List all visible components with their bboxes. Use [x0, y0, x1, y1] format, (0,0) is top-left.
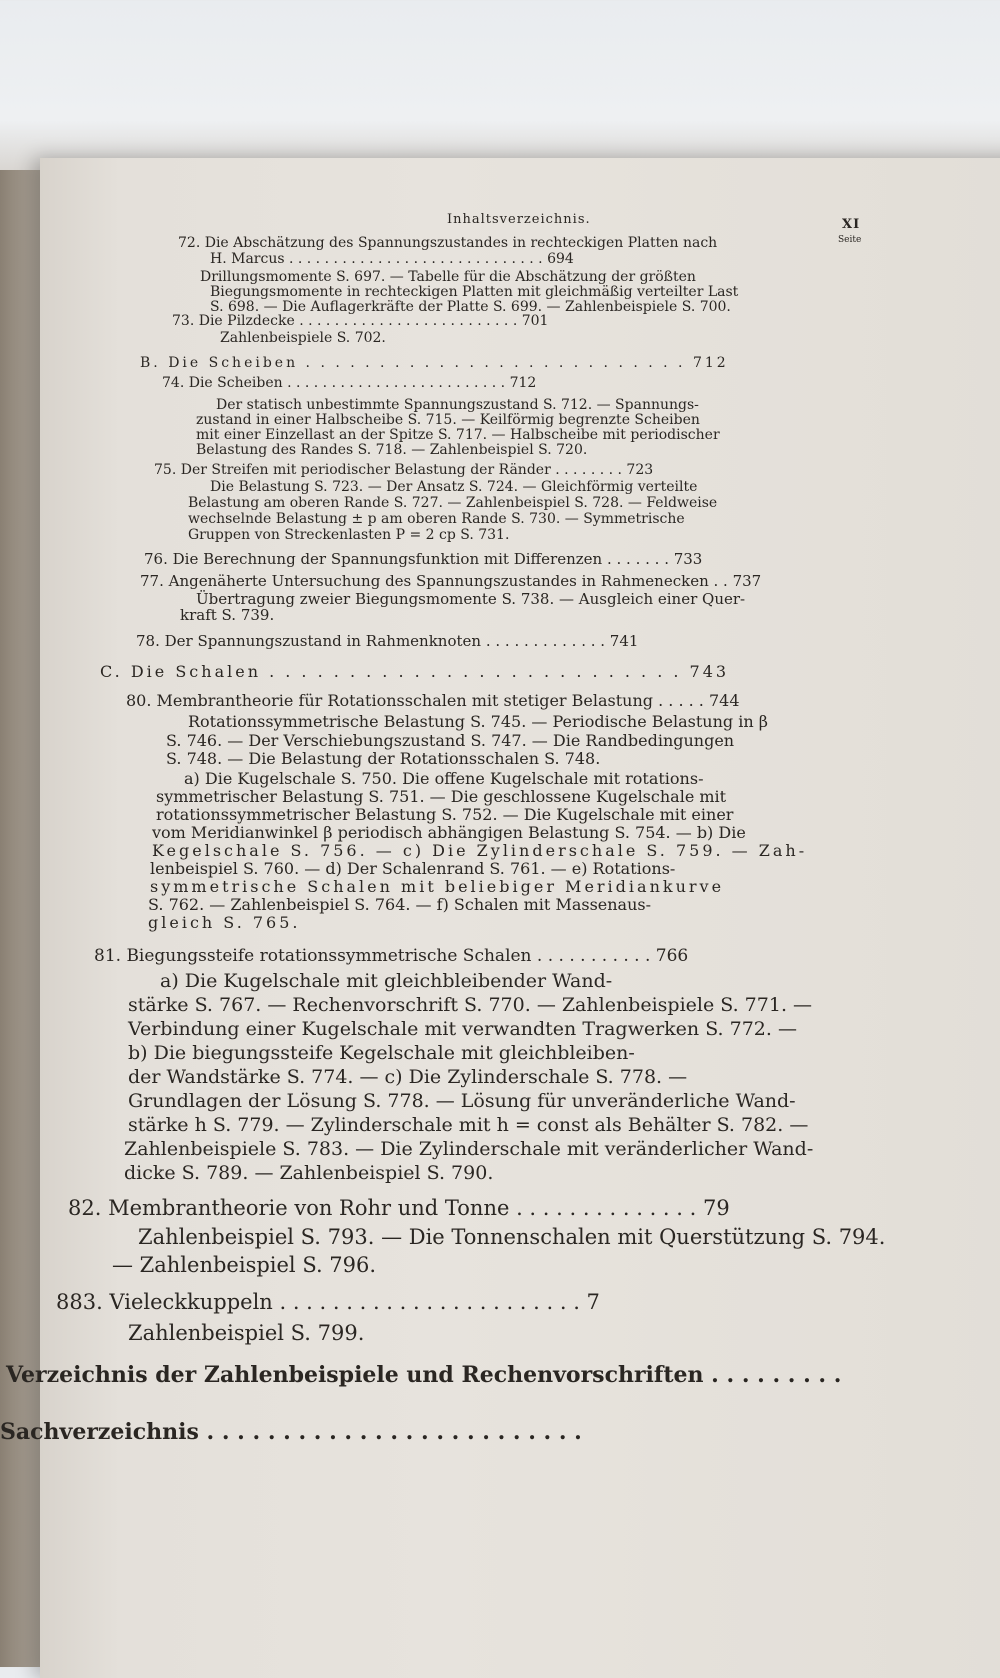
toc-subentries: mit einer Einzellast an der Spitze S. 717. — Halbscheibe mit periodischer [196, 427, 720, 443]
toc-subentries: — Zahlenbeispiel S. 796. [112, 1253, 377, 1277]
toc-section: B. Die Scheiben . . . . . . . . . . . . . . . . . . . . . . . . . . 712 [140, 355, 729, 371]
toc-entry: 74. Die Scheiben . . . . . . . . . . . . . . . . . . . . . . . . . 712 [162, 375, 537, 391]
toc-appendix: Verzeichnis der Zahlenbeispiele und Rechenvorschriften . . . . . . . . . [6, 1362, 842, 1388]
toc-subentries: Belastung am oberen Rande S. 727. — Zahlenbeispiel S. 728. — Feldweise [188, 495, 718, 511]
toc-entry: 81. Biegungssteife rotationssymmetrische Schalen . . . . . . . . . . . 766 [94, 946, 689, 966]
toc-subentries: Biegungsmomente in rechteckigen Platten mit gleichmäßig verteilter Last [210, 284, 739, 300]
toc-subentries: stärke h S. 779. — Zylinderschale mit h = const als Behälter S. 782. — [128, 1114, 809, 1136]
toc-entry: 75. Der Streifen mit periodischer Belastung der Ränder . . . . . . . . 723 [154, 462, 654, 478]
toc-subentries: symmetrische Schalen mit beliebiger Meridiankurve [150, 877, 725, 896]
toc-entry: 77. Angenäherte Untersuchung des Spannungszustandes in Rahmenecken . . 737 [140, 572, 762, 590]
toc-subentries: Die Belastung S. 723. — Der Ansatz S. 724. — Gleichförmig verteilte [210, 479, 698, 495]
toc-subentries: S. 762. — Zahlenbeispiel S. 764. — f) Schalen mit Massenaus- [148, 895, 652, 914]
toc-entry: 73. Die Pilzdecke . . . . . . . . . . . . . . . . . . . . . . . . . 701 [172, 313, 549, 329]
toc-entry: 78. Der Spannungszustand in Rahmenknoten . . . . . . . . . . . . . 741 [136, 632, 639, 650]
toc-subentries: S. 698. — Die Auflagerkräfte der Platte S. 699. — Zahlenbeispiele S. 700. [210, 299, 731, 315]
toc-subentries: vom Meridianwinkel β periodisch abhängigen Belastung S. 754. — b) Die [152, 823, 746, 842]
toc-subentries: b) Die biegungssteife Kegelschale mit gleichbleiben- [128, 1042, 635, 1064]
toc-subentries: Übertragung zweier Biegungsmomente S. 738. — Ausgleich einer Quer- [196, 590, 746, 608]
toc-subentries: dicke S. 789. — Zahlenbeispiel S. 790. [124, 1162, 494, 1184]
toc-entry: 883. Vieleckkuppeln . . . . . . . . . . . . . . . . . . . . . . . 7 [56, 1290, 600, 1314]
toc-subentries: Kegelschale S. 756. — c) Die Zylinderschale S. 759. — Zah- [152, 841, 808, 860]
toc-subentries: Gruppen von Streckenlasten P = 2 cp S. 731. [188, 527, 510, 543]
toc-subentries: der Wandstärke S. 774. — c) Die Zylinderschale S. 778. — [128, 1066, 688, 1088]
toc-subentries: Zahlenbeispiele S. 702. [220, 330, 386, 346]
toc-subentries: Zahlenbeispiel S. 793. — Die Tonnenschalen mit Querstützung S. 794. [138, 1225, 886, 1249]
toc-subentries: kraft S. 739. [180, 606, 275, 624]
toc-subentries: symmetrischer Belastung S. 751. — Die geschlossene Kugelschale mit [156, 787, 727, 806]
seite-label: Seite [838, 235, 862, 245]
toc-subentries: Grundlagen der Lösung S. 778. — Lösung für unveränderliche Wand- [128, 1090, 796, 1112]
toc-subentries: lenbeispiel S. 760. — d) Der Schalenrand S. 761. — e) Rotations- [150, 859, 676, 878]
toc-subentries: Verbindung einer Kugelschale mit verwandten Tragwerken S. 772. — [128, 1018, 797, 1040]
toc-subentries: S. 746. — Der Verschiebungszustand S. 747. — Die Randbedingungen [166, 731, 735, 750]
toc-subentries: Zahlenbeispiel S. 799. [128, 1321, 365, 1345]
toc-subentries: gleich S. 765. [148, 913, 301, 932]
toc-subentries: Zahlenbeispiele S. 783. — Die Zylinderschale mit veränderlicher Wand- [124, 1138, 814, 1160]
toc-subentries: a) Die Kugelschale mit gleichbleibender Wand- [160, 970, 613, 992]
toc-subentries: Der statisch unbestimmte Spannungszustand S. 712. — Spannungs- [216, 397, 699, 413]
toc-index: Sachverzeichnis . . . . . . . . . . . . . . . . . . . . . . . . . [0, 1419, 582, 1445]
toc-entry: H. Marcus . . . . . . . . . . . . . . . . . . . . . . . . . . . . . 694 [210, 251, 574, 267]
toc-subentries: wechselnde Belastung ± p am oberen Rande S. 730. — Symmetrische [188, 511, 685, 527]
toc-entry: 72. Die Abschätzung des Spannungszustandes in rechteckigen Platten nach [178, 235, 718, 251]
page-number: XI [842, 217, 861, 232]
running-header: Inhaltsverzeichnis. [447, 212, 591, 227]
toc-subentries: stärke S. 767. — Rechenvorschrift S. 770. — Zahlenbeispiele S. 771. — [128, 994, 813, 1016]
toc-section: C. Die Schalen . . . . . . . . . . . . . . . . . . . . . . . . . . 743 [100, 662, 730, 681]
toc-entry: 76. Die Berechnung der Spannungsfunktion mit Differenzen . . . . . . . 733 [144, 550, 703, 568]
toc-subentries: rotationssymmetrischer Belastung S. 752. — Die Kugelschale mit einer [156, 805, 734, 824]
toc-subentries: Drillungsmomente S. 697. — Tabelle für die Abschätzung der größten [200, 269, 696, 285]
toc-subentries: S. 748. — Die Belastung der Rotationsschalen S. 748. [166, 749, 601, 768]
toc-subentries: a) Die Kugelschale S. 750. Die offene Kugelschale mit rotations- [184, 769, 704, 788]
toc-entry: 82. Membrantheorie von Rohr und Tonne . . . . . . . . . . . . . . 79 [68, 1196, 730, 1220]
toc-subentries: zustand in einer Halbscheibe S. 715. — Keilförmig begrenzte Scheiben [196, 412, 700, 428]
toc-subentries: Belastung des Randes S. 718. — Zahlenbeispiel S. 720. [196, 442, 588, 458]
toc-subentries: Rotationssymmetrische Belastung S. 745. — Periodische Belastung in β [188, 712, 768, 731]
toc-entry: 80. Membrantheorie für Rotationsschalen mit stetiger Belastung . . . . . 744 [126, 691, 740, 710]
